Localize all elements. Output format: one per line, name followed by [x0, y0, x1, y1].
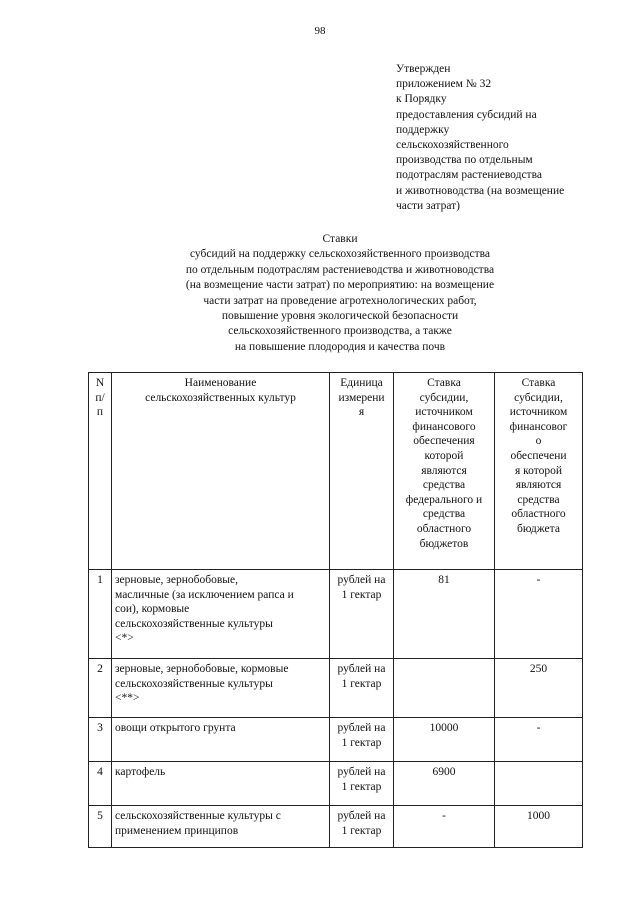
title-line: субсидий на поддержку сельскохозяйственного производства: [189, 248, 491, 261]
approval-line: к Порядку: [396, 93, 447, 106]
title-line: повышение уровня экологической безопасности: [221, 310, 459, 323]
row-crop-name: овощи открытого грунта: [112, 718, 330, 762]
row-unit: рублей на 1 гектар: [330, 659, 394, 718]
table-row: [89, 762, 583, 806]
row-federal-rate: [394, 659, 495, 718]
title-line: (на возмещение части затрат) по мероприятию: на возмещение: [185, 279, 495, 292]
table-row: [89, 806, 583, 848]
row-num: 2: [89, 659, 112, 718]
row-unit: рублей на 1 гектар: [330, 762, 394, 806]
row-regional-rate: [495, 762, 583, 806]
row-regional-rate: 250: [495, 659, 583, 718]
approval-line: предоставления субсидий на: [396, 108, 537, 121]
table-row: [89, 570, 583, 659]
table-row: [89, 718, 583, 762]
header-unit: Единица измерени я: [330, 373, 394, 570]
row-num: 1: [89, 570, 112, 659]
row-federal-rate: -: [394, 806, 495, 848]
subsidy-rates-table: [88, 372, 583, 848]
row-federal-rate: 6900: [394, 762, 495, 806]
row-regional-rate: -: [495, 570, 583, 659]
approval-line: приложением № 32: [396, 78, 492, 91]
title-line: Ставки: [322, 233, 358, 245]
title-line: по отдельным подотраслям растениеводства и животноводства: [185, 263, 495, 276]
title-line: сельскохозяйственного производства, а также: [228, 325, 452, 338]
row-unit: рублей на 1 гектар: [330, 570, 394, 659]
approval-line: и животноводства (на возмещение: [396, 184, 565, 197]
header-federal-rate: Ставка субсидии, источником финансового обеспечения которой являются средства федерального и средства областного бюджетов: [394, 373, 495, 570]
row-crop-name: зерновые, зернобобовые, кормовые сельскохозяйственные культуры <**>: [112, 659, 330, 718]
table-header-row: [89, 373, 583, 570]
row-crop-name: зерновые, зернобобовые, масличные (за исключением рапса и сои), кормовые сельскохозяйственные культуры <*>: [112, 570, 330, 659]
header-crop-name: Наименование сельскохозяйственных культур: [112, 373, 330, 570]
approval-block: [396, 62, 616, 214]
row-num: 5: [89, 806, 112, 848]
row-unit: рублей на 1 гектар: [330, 718, 394, 762]
approval-line: поддержку: [396, 123, 450, 136]
title-line: части затрат на проведение агротехнологических работ,: [203, 294, 477, 307]
approval-line: подотраслям растениеводства: [396, 169, 542, 182]
header-num: N п/ п: [89, 373, 112, 570]
row-num: 3: [89, 718, 112, 762]
header-regional-rate: Ставка субсидии, источником финансовог о обеспечени я которой являются средства областного бюджета: [495, 373, 583, 570]
row-regional-rate: -: [495, 718, 583, 762]
row-regional-rate: 1000: [495, 806, 583, 848]
row-crop-name: картофель: [112, 762, 330, 806]
document-title: [0, 232, 640, 355]
row-federal-rate: 10000: [394, 718, 495, 762]
title-line: на повышение плодородия и качества почв: [234, 340, 446, 353]
approval-line: части затрат): [396, 199, 460, 212]
row-unit: рублей на 1 гектар: [330, 806, 394, 848]
row-federal-rate: 81: [394, 570, 495, 659]
approval-line: сельскохозяйственного: [396, 139, 509, 152]
approval-line: Утвержден: [396, 63, 451, 75]
page-number: 98: [314, 25, 326, 37]
row-crop-name: сельскохозяйственные культуры с применением принципов: [112, 806, 330, 848]
row-num: 4: [89, 762, 112, 806]
table-row: [89, 659, 583, 718]
approval-line: производства по отдельным: [396, 154, 533, 167]
